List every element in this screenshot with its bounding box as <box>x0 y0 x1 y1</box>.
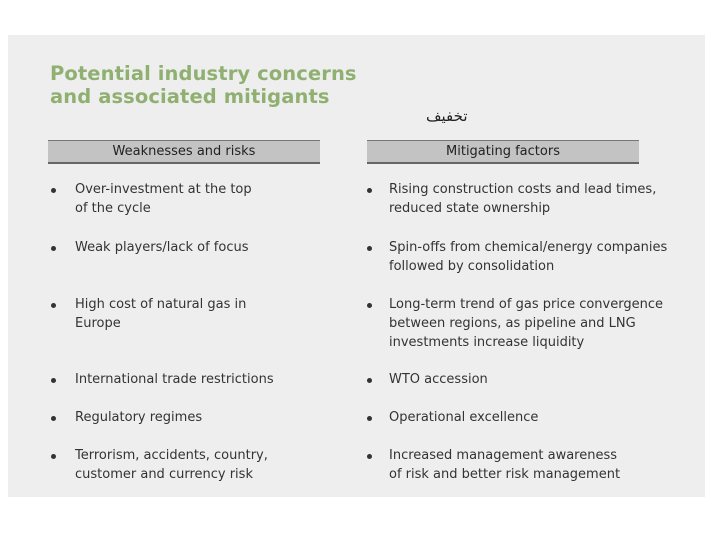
title-line-2: and associated mitigants <box>50 85 330 108</box>
bullet-icon <box>367 378 372 383</box>
risk-item <box>75 408 202 427</box>
bullet-icon <box>51 416 56 421</box>
mitigant-item <box>389 180 656 218</box>
slide-title <box>50 62 357 108</box>
risk-line: Weak players/lack of focus <box>75 240 249 255</box>
mitigant-line: of risk and better risk management <box>389 467 621 482</box>
risk-item <box>75 295 246 333</box>
bullet-icon <box>51 246 56 251</box>
risk-line: of the cycle <box>75 201 151 216</box>
bullet-icon <box>367 416 372 421</box>
bullet-icon <box>51 378 56 383</box>
weaknesses-header: Weaknesses and risks <box>48 140 320 164</box>
risk-item <box>75 446 268 484</box>
risk-line: Europe <box>75 316 121 331</box>
mitigant-item <box>389 446 620 484</box>
risk-item <box>75 180 252 218</box>
risk-line: Terrorism, accidents, country, <box>75 448 268 463</box>
risk-item <box>75 370 274 389</box>
mitigant-item <box>389 238 667 276</box>
mitigant-line: Long-term trend of gas price convergence <box>389 297 663 312</box>
mitigating-header: Mitigating factors <box>367 140 639 164</box>
mitigant-line: investments increase liquidity <box>389 335 585 350</box>
risk-line: Regulatory regimes <box>75 410 203 425</box>
mitigant-line: Rising construction costs and lead times, <box>389 182 657 197</box>
mitigant-line: WTO accession <box>389 372 488 387</box>
mitigant-line: between regions, as pipeline and LNG <box>389 316 636 331</box>
mitigant-item <box>389 408 538 427</box>
risk-line: International trade restrictions <box>75 372 274 387</box>
risk-item <box>75 238 248 257</box>
bullet-icon <box>51 188 56 193</box>
mitigant-item <box>389 370 488 389</box>
slide <box>8 35 705 497</box>
bullet-icon <box>367 246 372 251</box>
bullet-icon <box>367 454 372 459</box>
risk-line: customer and currency risk <box>75 467 253 482</box>
mitigant-line: Operational excellence <box>389 410 539 425</box>
mitigant-line: reduced state ownership <box>389 201 551 216</box>
risk-line: High cost of natural gas in <box>75 297 247 312</box>
mitigant-line: Increased management awareness <box>389 448 618 463</box>
mitigant-item <box>389 295 663 352</box>
mitigant-line: Spin-offs from chemical/energy companies <box>389 240 668 255</box>
bullet-icon <box>51 303 56 308</box>
bullet-icon <box>367 303 372 308</box>
title-line-1: Potential industry concerns <box>50 62 357 85</box>
arabic-annotation: تخفيف <box>426 107 468 125</box>
bullet-icon <box>367 188 372 193</box>
risk-line: Over-investment at the top <box>75 182 252 197</box>
bullet-icon <box>51 454 56 459</box>
mitigant-line: followed by consolidation <box>389 259 555 274</box>
